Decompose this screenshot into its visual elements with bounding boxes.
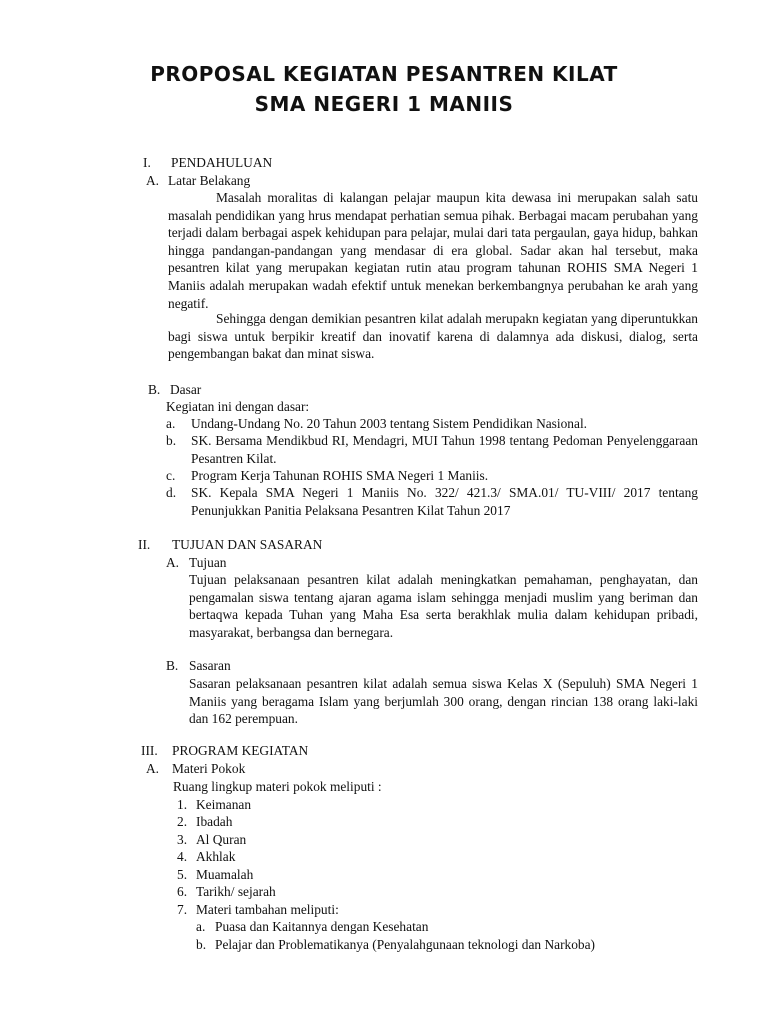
section1-heading: PENDAHULUAN	[171, 155, 273, 170]
latar-belakang-paragraph-2: Sehingga dengan demikian pesantren kilat adalah merupakn kegiatan yang diperuntukkan bagi siswa untuk berpikir kreatif dan inovatif karena di dalamnya ada diskusi, dialog, serta pengembangan bakat dan minat siswa.	[168, 311, 698, 362]
dasar-item-text: Undang-Undang No. 20 Tahun 2003 tentang Sistem Pendidikan Nasional.	[191, 416, 588, 431]
section2-number: II.	[138, 537, 151, 552]
section1a-number: A.	[146, 173, 160, 188]
dasar-item-label: d.	[166, 485, 177, 500]
dasar-item-label: b.	[166, 433, 177, 448]
materi-item-text: Al Quran	[196, 832, 247, 847]
section2a-heading: Tujuan	[189, 555, 227, 570]
section2a-number: A.	[166, 555, 180, 570]
section1b-number: B.	[148, 382, 161, 397]
tujuan-paragraph: Tujuan pelaksanaan pesantren kilat adalah meningkatkan pemahaman, penghayatan, dan pengamalan siswa tentang ajaran agama islam sehingga menjadi muslim yang beriman dan bertaqwa kepada Tuhan yang Maha Esa serta berakhlak mulia dalam kehidupan pribadi, masyarakat, berbangsa dan bernegara.	[189, 572, 698, 640]
document-title-line2: SMA NEGERI 1 MANIIS	[254, 92, 514, 116]
materi-item-label: 5.	[177, 867, 188, 882]
materi-item-text: Materi tambahan meliputi:	[196, 902, 339, 917]
section3a-number: A.	[146, 761, 160, 776]
section2b-heading: Sasaran	[189, 658, 231, 673]
document-title-line1: PROPOSAL KEGIATAN PESANTREN KILAT	[150, 62, 618, 86]
materi-subitem-label: b.	[196, 937, 207, 952]
materi-item-label: 7.	[177, 902, 188, 917]
materi-item-text: Muamalah	[196, 867, 254, 882]
dasar-item-label: c.	[166, 468, 176, 483]
materi-subitem-text: Pelajar dan Problematikanya (Penyalahgunaan teknologi dan Narkoba)	[215, 937, 596, 952]
materi-subitem-label: a.	[196, 919, 206, 934]
materi-item-label: 1.	[177, 797, 188, 812]
latar-belakang-paragraph-1: Masalah moralitas di kalangan pelajar maupun kita dewasa ini merupakan salah satu masalah pendidikan yang hrus mendapat perhatian semua pihak. Berbagai macam perubahan yang terjadi dalam berbagai aspek kehidupan para pelajar, mulai dari tata pergaulan, gaya hidup, bahkan hingga pandangan-pandangan yang mendasar di era global. Sadar akan hal tersebut, maka pesantren kilat yang merupakan kegiatan rutin atau program tahunan ROHIS SMA Negeri 1 Maniis adalah merupakan wadah efektif untuk menekan berkembangnya perubahan ke arah yang negatif.	[168, 190, 698, 311]
dasar-item-label: a.	[166, 416, 176, 431]
section1b-heading: Dasar	[170, 382, 202, 397]
materi-item-label: 3.	[177, 832, 188, 847]
sasaran-paragraph: Sasaran pelaksanaan pesantren kilat adalah semua siswa Kelas X (Sepuluh) SMA Negeri 1 Maniis yang beragama Islam yang berjumlah 300 orang, dengan rincian 138 orang laki-laki dan 162 perempuan.	[189, 676, 698, 727]
section2b-number: B.	[166, 658, 179, 673]
dasar-item-text: Program Kerja Tahunan ROHIS SMA Negeri 1 Maniis.	[191, 468, 489, 483]
materi-item-text: Akhlak	[196, 849, 236, 864]
dasar-item-text: SK. Kepala SMA Negeri 1 Maniis No. 322/ 421.3/ SMA.01/ TU-VIII/ 2017 tentang Penunjukkan Panitia Pelaksana Pesantren Kilat Tahun 2017	[191, 485, 698, 518]
section3-number: III.	[141, 743, 158, 758]
section2-heading: TUJUAN DAN SASARAN	[172, 537, 323, 552]
materi-item-label: 6.	[177, 884, 188, 899]
materi-item-label: 4.	[177, 849, 188, 864]
materi-item-text: Ibadah	[196, 814, 233, 829]
materi-item-label: 2.	[177, 814, 188, 829]
section3a-heading: Materi Pokok	[172, 761, 246, 776]
materi-subitem-text: Puasa dan Kaitannya dengan Kesehatan	[215, 919, 429, 934]
section1-number: I.	[143, 155, 151, 170]
section3-heading: PROGRAM KEGIATAN	[172, 743, 309, 758]
materi-intro: Ruang lingkup materi pokok meliputi :	[173, 779, 382, 794]
section1a-heading: Latar Belakang	[168, 173, 251, 188]
materi-item-text: Tarikh/ sejarah	[196, 884, 276, 899]
materi-item-text: Keimanan	[196, 797, 252, 812]
dasar-item-text: SK. Bersama Mendikbud RI, Mendagri, MUI Tahun 1998 tentang Pedoman Penyelenggaraan Pesantren Kilat.	[191, 433, 698, 466]
dasar-intro: Kegiatan ini dengan dasar:	[166, 399, 310, 414]
